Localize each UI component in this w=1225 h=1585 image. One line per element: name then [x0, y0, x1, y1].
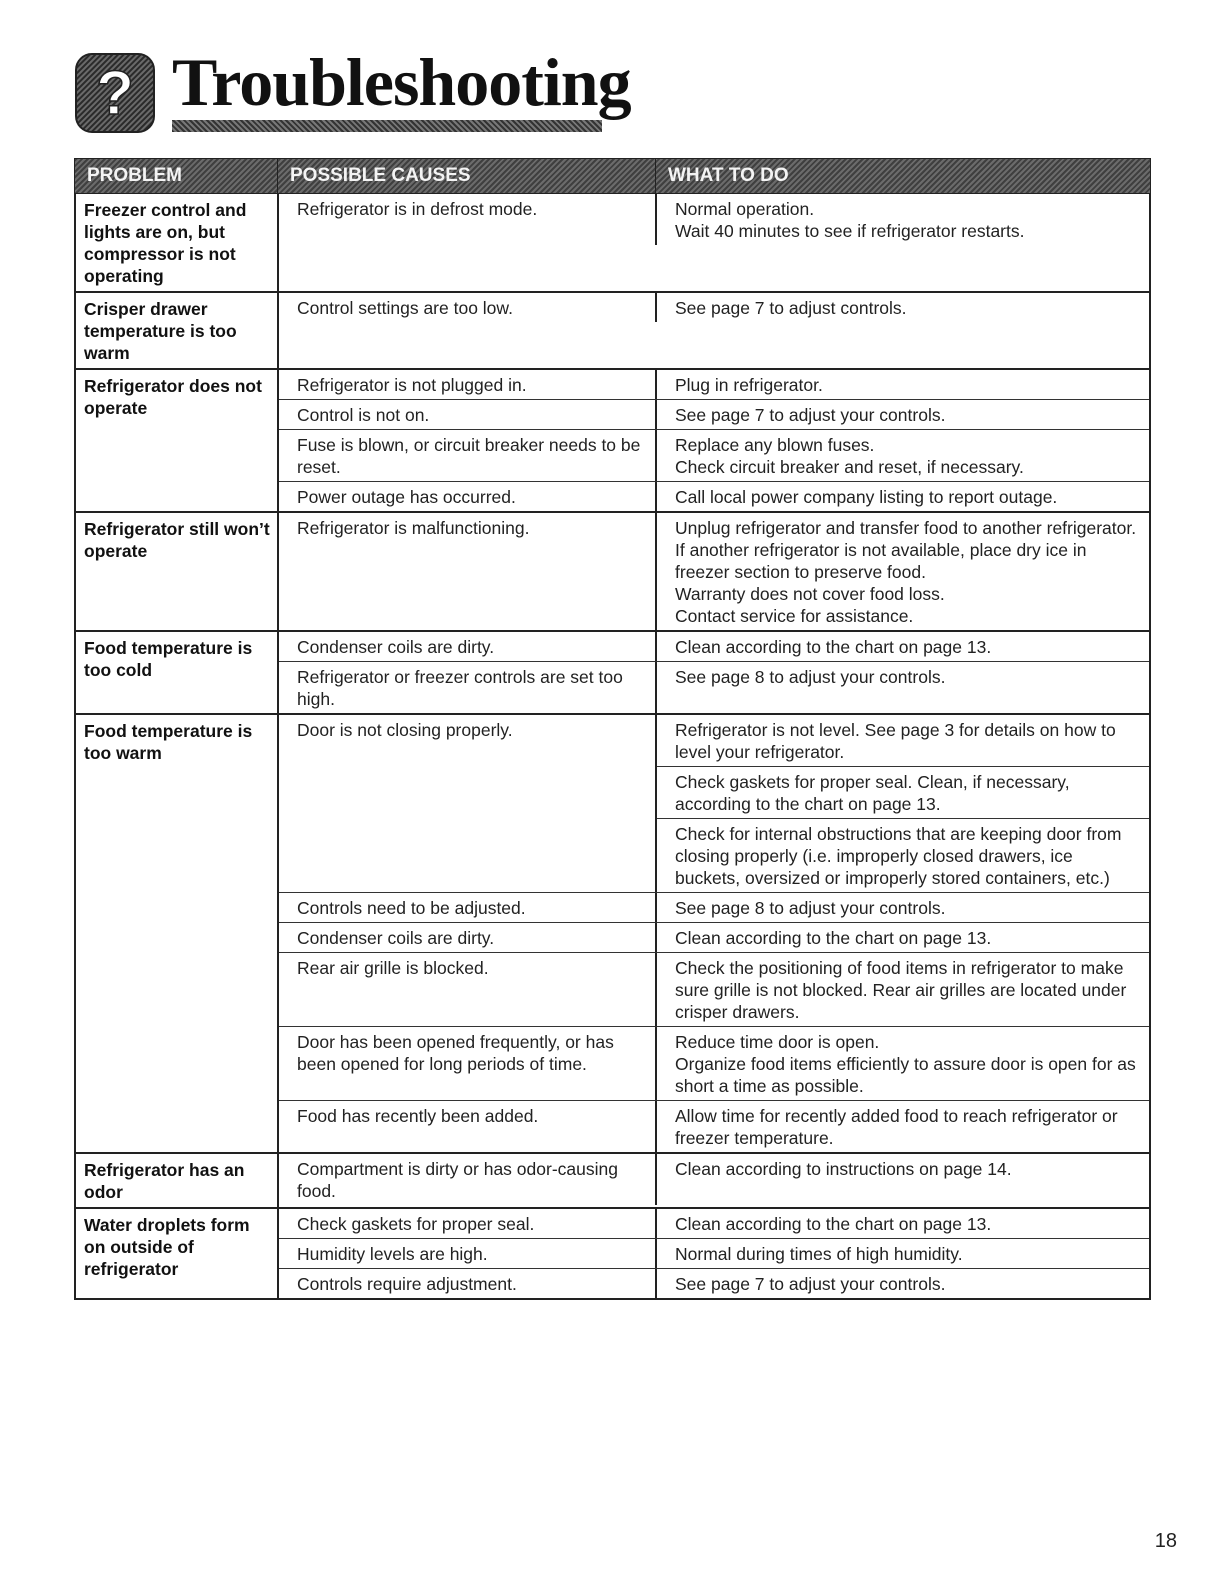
action-text: Clean according to the chart on page 13. — [675, 637, 992, 657]
action-block — [657, 400, 1149, 429]
problem-group — [76, 511, 1149, 630]
table-row — [279, 892, 1149, 922]
action-block — [657, 818, 1149, 892]
action-block — [657, 482, 1149, 511]
table-row — [279, 922, 1149, 952]
table-row — [279, 715, 1149, 892]
action-text: Organize food items efficiently to assure door is open for as short a time as possible. — [675, 1054, 1136, 1096]
action-block — [657, 1239, 1149, 1268]
problem-cell: Food temperature is too warm — [76, 715, 279, 1152]
action-block — [657, 953, 1149, 1026]
cause-cell: Control is not on. — [279, 400, 657, 429]
table-row — [279, 481, 1149, 511]
action-block — [657, 893, 1149, 922]
action-text: See page 8 to adjust your controls. — [675, 898, 946, 918]
action-text: Refrigerator is not level. See page 3 for details on how to level your refrigerator. — [675, 720, 1116, 762]
causes-column — [279, 293, 1149, 368]
causes-column — [279, 370, 1149, 511]
cause-cell: Door is not closing properly. — [279, 715, 657, 892]
actions-cell — [657, 1239, 1149, 1268]
causes-column — [279, 1209, 1149, 1298]
table-body — [74, 194, 1151, 1300]
actions-cell — [657, 1154, 1149, 1205]
action-text: Check the positioning of food items in refrigerator to make sure grille is not blocked. Rear air grilles are located under crisper drawers. — [675, 958, 1127, 1022]
cause-cell: Food has recently been added. — [279, 1101, 657, 1152]
cause-cell: Humidity levels are high. — [279, 1239, 657, 1268]
actions-cell — [657, 893, 1149, 922]
cause-cell: Power outage has occurred. — [279, 482, 657, 511]
problem-cell: Refrigerator does not operate — [76, 370, 279, 511]
action-block — [657, 662, 1149, 691]
question-mark-icon — [74, 52, 156, 134]
table-row — [279, 1238, 1149, 1268]
cause-cell: Controls need to be adjusted. — [279, 893, 657, 922]
cause-cell: Check gaskets for proper seal. — [279, 1209, 657, 1238]
problem-group — [76, 1152, 1149, 1207]
action-block — [657, 1269, 1149, 1298]
action-block — [657, 1209, 1149, 1238]
table-row — [279, 1154, 1149, 1205]
action-text: See page 7 to adjust your controls. — [675, 405, 946, 425]
problem-group — [76, 368, 1149, 511]
problem-group — [76, 1207, 1149, 1298]
actions-cell — [657, 1209, 1149, 1238]
table-row — [279, 1026, 1149, 1100]
problem-cell: Water droplets form on outside of refrigerator — [76, 1209, 279, 1298]
action-text: Clean according to the chart on page 13. — [675, 1214, 992, 1234]
cause-cell: Fuse is blown, or circuit breaker needs to be reset. — [279, 430, 657, 481]
cause-cell: Refrigerator or freezer controls are set too high. — [279, 662, 657, 713]
table-row — [279, 293, 1149, 322]
action-text: Wait 40 minutes to see if refrigerator restarts. — [675, 221, 1025, 241]
causes-column — [279, 715, 1149, 1152]
table-row — [279, 429, 1149, 481]
action-block — [657, 1027, 1149, 1100]
cause-cell: Rear air grille is blocked. — [279, 953, 657, 1026]
action-block — [657, 293, 1149, 322]
cause-cell: Control settings are too low. — [279, 293, 657, 322]
action-block — [657, 1101, 1149, 1152]
problem-cell: Food temperature is too cold — [76, 632, 279, 713]
problem-group — [76, 713, 1149, 1152]
cause-cell: Controls require adjustment. — [279, 1269, 657, 1298]
action-text: Allow time for recently added food to reach refrigerator or freezer temperature. — [675, 1106, 1118, 1148]
troubleshooting-table — [74, 158, 1151, 1300]
causes-column — [279, 513, 1149, 630]
action-block — [657, 430, 1149, 481]
action-block — [657, 923, 1149, 952]
action-text: Plug in refrigerator. — [675, 375, 823, 395]
column-header-problem: PROBLEM — [75, 159, 278, 193]
action-text: Check circuit breaker and reset, if necessary. — [675, 457, 1024, 477]
svg-text:?: ? — [96, 59, 134, 128]
action-text: Contact service for assistance. — [675, 606, 914, 626]
table-row — [279, 1209, 1149, 1238]
title-underline — [172, 120, 602, 132]
cause-cell: Condenser coils are dirty. — [279, 923, 657, 952]
table-row — [279, 370, 1149, 399]
table-row — [279, 513, 1149, 630]
actions-cell — [657, 1027, 1149, 1100]
column-header-possible-causes: POSSIBLE CAUSES — [278, 159, 656, 193]
actions-cell — [657, 194, 1149, 245]
actions-cell — [657, 923, 1149, 952]
table-row — [279, 1100, 1149, 1152]
problem-cell: Freezer control and lights are on, but compressor is not operating — [76, 194, 279, 291]
action-block — [657, 632, 1149, 661]
actions-cell — [657, 513, 1149, 630]
action-text: Unplug refrigerator and transfer food to another refrigerator. If another refrigerator is not available, place dry ice in freezer section to preserve food. — [675, 518, 1137, 582]
action-text: Normal operation. — [675, 199, 815, 219]
action-text: See page 8 to adjust your controls. — [675, 667, 946, 687]
actions-cell — [657, 632, 1149, 661]
action-text: Normal during times of high humidity. — [675, 1244, 963, 1264]
action-block — [657, 370, 1149, 399]
problem-group — [76, 291, 1149, 368]
actions-cell — [657, 662, 1149, 713]
action-text: Check for internal obstructions that are keeping door from closing properly (i.e. improperly closed drawers, ice buckets, oversized or improperly stored containers, etc.) — [675, 824, 1122, 888]
action-block — [657, 194, 1149, 245]
action-block — [657, 766, 1149, 818]
problem-group — [76, 630, 1149, 713]
actions-cell — [657, 1269, 1149, 1298]
page-number: 18 — [1154, 1530, 1177, 1552]
actions-cell — [657, 1101, 1149, 1152]
actions-cell — [657, 400, 1149, 429]
problem-cell: Refrigerator still won’t operate — [76, 513, 279, 630]
actions-cell — [657, 430, 1149, 481]
action-text: Clean according to the chart on page 13. — [675, 928, 992, 948]
cause-cell: Refrigerator is malfunctioning. — [279, 513, 657, 630]
action-text: Reduce time door is open. — [675, 1032, 880, 1052]
action-text: Check gaskets for proper seal. Clean, if necessary, according to the chart on page 13. — [675, 772, 1070, 814]
causes-column — [279, 194, 1149, 291]
actions-cell — [657, 715, 1149, 892]
action-block — [657, 513, 1149, 630]
action-text: Call local power company listing to report outage. — [675, 487, 1058, 507]
table-header-row — [74, 158, 1151, 194]
cause-cell: Refrigerator is in defrost mode. — [279, 194, 657, 245]
table-row — [279, 632, 1149, 661]
action-text: See page 7 to adjust your controls. — [675, 1274, 946, 1294]
actions-cell — [657, 953, 1149, 1026]
actions-cell — [657, 482, 1149, 511]
page-header — [74, 30, 631, 130]
action-text: Warranty does not cover food loss. — [675, 584, 945, 604]
action-block — [657, 715, 1149, 766]
cause-cell: Refrigerator is not plugged in. — [279, 370, 657, 399]
causes-column — [279, 632, 1149, 713]
cause-cell: Condenser coils are dirty. — [279, 632, 657, 661]
causes-column — [279, 1154, 1149, 1207]
table-row — [279, 952, 1149, 1026]
column-header-what-to-do: WHAT TO DO — [668, 165, 789, 186]
table-row — [279, 661, 1149, 713]
page-title: Troubleshooting — [172, 44, 631, 120]
actions-cell — [657, 293, 1149, 322]
table-row — [279, 1268, 1149, 1298]
actions-cell — [657, 370, 1149, 399]
table-row — [279, 399, 1149, 429]
action-block — [657, 1154, 1149, 1183]
action-text: See page 7 to adjust controls. — [675, 298, 907, 318]
table-row — [279, 194, 1149, 245]
action-text: Replace any blown fuses. — [675, 435, 875, 455]
problem-cell: Refrigerator has an odor — [76, 1154, 279, 1207]
cause-cell: Compartment is dirty or has odor-causing food. — [279, 1154, 657, 1205]
problem-cell: Crisper drawer temperature is too warm — [76, 293, 279, 368]
problem-group — [76, 194, 1149, 291]
action-text: Clean according to instructions on page 14. — [675, 1159, 1012, 1179]
cause-cell: Door has been opened frequently, or has been opened for long periods of time. — [279, 1027, 657, 1100]
